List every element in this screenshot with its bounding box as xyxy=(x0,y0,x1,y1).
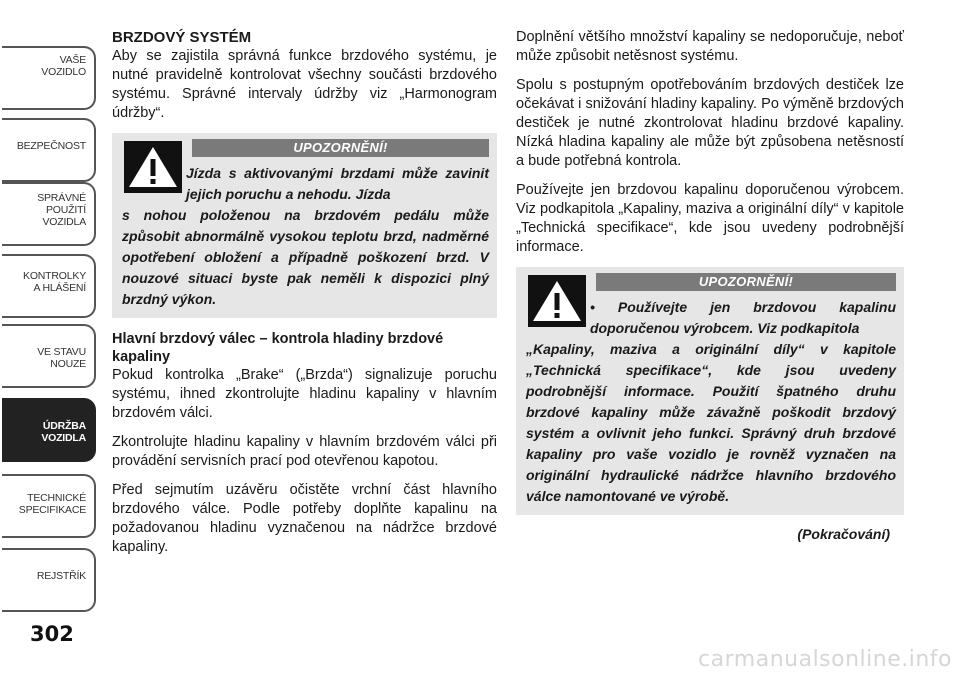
warning-title: UPOZORNĚNÍ! xyxy=(596,273,896,291)
continued-label: (Pokračování) xyxy=(797,526,890,542)
watermark: carmanualsonline.info xyxy=(698,647,952,672)
tab-label: VAŠE VOZIDLO xyxy=(41,54,86,78)
tab-label: VE STAVU NOUZE xyxy=(37,346,86,370)
tab-label: REJSTŘÍK xyxy=(36,570,86,582)
right-column xyxy=(516,28,904,544)
chapter-tab-technicke-specifikace[interactable] xyxy=(2,474,96,538)
paragraph: Zkontrolujte hladinu kapaliny v hlavním brzdovém válci při provádění servisních prací pod otevřenou kapotou. xyxy=(112,434,497,469)
warning-text-first: • Používejte jen brzdovou kapalinu doporučenou výrobcem. Viz podkapitola xyxy=(590,299,896,336)
warning-triangle-icon xyxy=(528,275,586,327)
paragraph: Spolu s postupným opotřebováním brzdových destiček lze očekávat i snižování hladiny kapaliny. Po výměně brzdových destiček je nutné zkontrolovat hladinu brzdové kapaliny. Nízká hladina kapaliny ale může být způsobena netěsností a bude potřebná kontrola. xyxy=(516,77,904,169)
warning-text-rest: „Kapaliny, maziva a originální díly“ v kapitole „Technická specifikace“, kde jsou uvedeny podrobnější informace. Použití špatného druhu brzdové kapaliny může závažně poškodit brzdový systém a ovlivnit jeho funkci. Správný druh brzdové kapaliny pro vaše vozidlo je rovněž vyznačen na originální hydraulické nádržce hlavního brzdového válce namontované ve výrobě. xyxy=(526,341,896,504)
tab-label: SPRÁVNÉ POUŽITÍ VOZIDLA xyxy=(37,192,86,228)
intro-paragraph: Aby se zajistila správná funkce brzdového systému, je nutné pravidelně kontrolovat všechny součásti brzdového systému. Správné intervaly údržby viz „Harmonogram údržby“. xyxy=(112,48,497,121)
chapter-tab-kontrolky[interactable] xyxy=(2,254,96,318)
warning-text xyxy=(526,297,896,507)
tab-label: BEZPEČNOST xyxy=(16,140,86,152)
chapter-tab-ve-stavu-nouze[interactable] xyxy=(2,324,96,388)
tab-label: KONTROLKY A HLÁŠENÍ xyxy=(23,270,86,294)
warning-box xyxy=(112,133,497,318)
chapter-tab-spravne-pouziti[interactable] xyxy=(2,182,96,246)
warning-triangle-icon xyxy=(124,141,182,193)
warning-title: UPOZORNĚNÍ! xyxy=(192,139,489,157)
warning-box xyxy=(516,267,904,515)
paragraph: Doplnění většího množství kapaliny se nedoporučuje, neboť může způsobit netěsnost systému. xyxy=(516,29,904,64)
warning-text-first: Jízda s aktivovanými brzdami může zavinit jejich poruchu a nehodu. Jízda xyxy=(186,165,489,202)
chapter-tab-bezpecnost[interactable] xyxy=(2,118,96,182)
chapter-tab-rejstrik[interactable] xyxy=(2,548,96,612)
paragraph: Používejte jen brzdovou kapalinu doporučenou výrobcem. Viz podkapitola „Kapaliny, maziva a originální díly“ v kapitole „Technická specifikace“, kde jsou uvedeny podrobnější informace. xyxy=(516,182,904,255)
page-number: 302 xyxy=(30,622,74,646)
subheading: Hlavní brzdový válec – kontrola hladiny brzdové kapaliny xyxy=(112,331,444,365)
warning-text-rest: s nohou položenou na brzdovém pedálu může způsobit abnormálně vysokou teplotu brzd, nadměrné opotřebení obložení a případně poškození brzd. V nouzové situaci byste pak neměli k dispozici plný brzdný výkon. xyxy=(122,207,489,307)
chapter-tab-vase-vozidlo[interactable] xyxy=(2,46,96,110)
tab-label: ÚDRŽBA VOZIDLA xyxy=(41,420,86,444)
tab-label: TECHNICKÉ SPECIFIKACE xyxy=(18,492,86,516)
left-column xyxy=(112,28,497,567)
paragraph: Pokud kontrolka „Brake“ („Brzda“) signalizuje poruchu systému, ihned zkontrolujte hladinu kapaliny v hlavním brzdovém válci. xyxy=(112,367,497,421)
section-heading: BRZDOVÝ SYSTÉM xyxy=(112,29,252,46)
paragraph: Před sejmutím uzávěru očistěte vrchní část hlavního brzdového válce. Podle potřeby doplňte kapalinu na požadovanou hladinu vyznačenou na nádržce brzdové kapaliny. xyxy=(112,482,497,555)
chapter-tab-udrzba-vozidla[interactable] xyxy=(2,398,96,462)
